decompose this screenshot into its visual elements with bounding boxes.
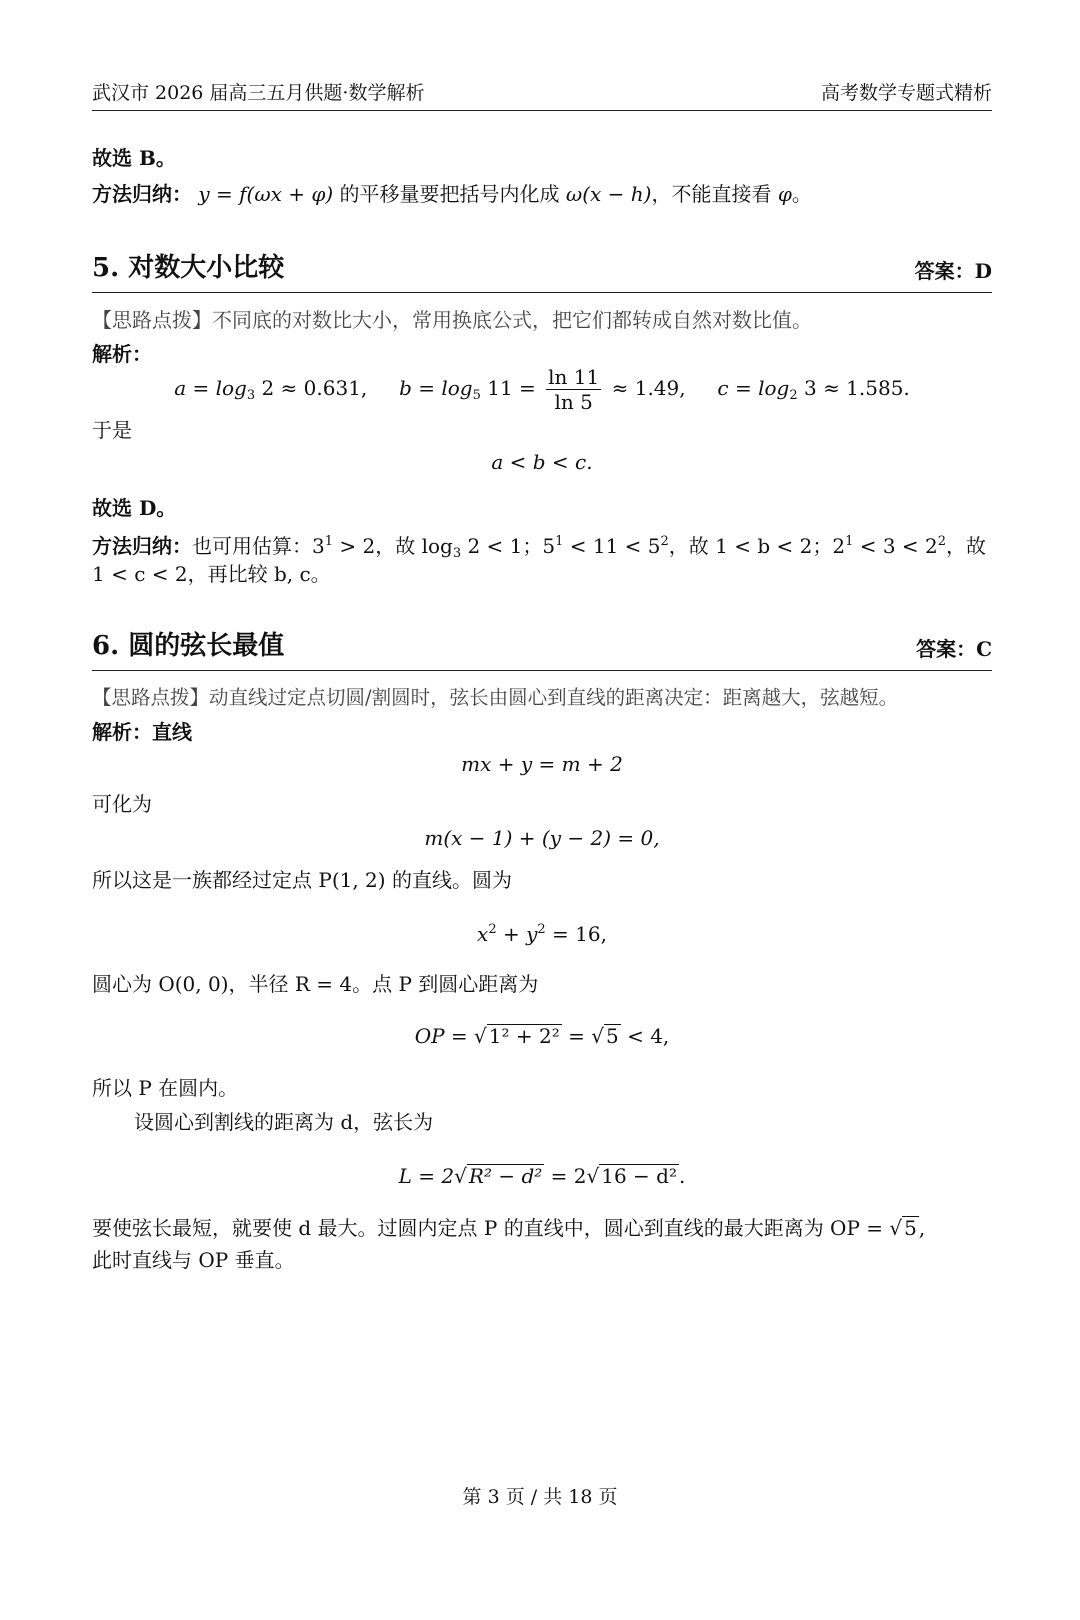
eq-a: a = log — [174, 376, 247, 400]
chord-end: . — [678, 1164, 686, 1188]
method-formula: y = f(ωx + φ) — [198, 182, 334, 206]
circle-radius-sq: = 16, — [545, 922, 607, 946]
method-part: ，故 1 < b < 2；2 — [668, 534, 846, 558]
section-6-chord-eq: L = 2√ R² − d² = 2√ 16 − d² . — [398, 1164, 686, 1188]
section-6-answer: 答案：C — [916, 637, 992, 661]
chord-radicand-2: 16 − d² — [601, 1164, 677, 1188]
method-label: 方法归纳： — [92, 182, 192, 206]
conclusion-radicand: 5 — [904, 1216, 917, 1240]
prev-method-summary — [92, 180, 992, 208]
op-equals: = — [561, 1024, 592, 1048]
section-5-equation — [92, 364, 992, 420]
section-6-conclusion-2: 此时直线与 OP 垂直。 — [92, 1248, 295, 1272]
eq-b-fraction — [546, 365, 601, 414]
section-6-analysis-label: 解析：直线 — [92, 720, 192, 744]
chord-equals: = 2 — [544, 1164, 587, 1188]
section-5-thus: 于是 — [92, 418, 132, 442]
circle-x: x — [477, 922, 489, 946]
op-radicand-2: 5 — [605, 1024, 619, 1048]
section-6-rewrite: 可化为 — [92, 792, 152, 816]
method-exp: 2 — [937, 534, 947, 549]
section-5-heading — [92, 246, 992, 293]
eq-c-base: 2 — [789, 388, 798, 403]
eq-b-base: 5 — [472, 388, 481, 403]
header-right-title: 高考数学专题式精析 — [820, 82, 992, 104]
conclusion-comma: , — [918, 1216, 926, 1240]
method-part: > 2，故 log — [333, 534, 453, 558]
method-text: 的平移量要把括号内化成 — [333, 182, 566, 206]
page-footer: 第 3 页 / 共 18 页 — [462, 1486, 618, 1508]
op-label: OP = — [414, 1024, 475, 1048]
eq-a-base: 3 — [246, 388, 256, 403]
page-header — [92, 80, 992, 111]
method-part: < 3 < 2 — [853, 534, 938, 558]
prev-choice: 故选 B。 — [92, 146, 176, 170]
method-exp: 1 — [845, 534, 854, 549]
fraction-numerator: ln 11 — [548, 365, 600, 389]
section-6-set-d: 设圆心到割线的距离为 d，弦长为 — [134, 1110, 434, 1134]
fraction-denominator: ln 5 — [554, 390, 593, 414]
section-6-circle-eq — [92, 916, 992, 948]
section-6-eq1: mx + y = m + 2 — [461, 752, 623, 776]
method-end: 。 — [791, 182, 812, 206]
method-label: 方法归纳： — [92, 534, 192, 558]
section-5-choice: 故选 D。 — [92, 496, 177, 520]
op-compare: < 4, — [620, 1024, 670, 1048]
eq-c: c = log — [717, 376, 790, 400]
section-6-conclusion-1: 要使弦长最短，就要使 d 最大。过圆内定点 P 的直线中，圆心到直线的最大距离为 OP = √ 5 , — [92, 1216, 926, 1240]
method-formula-2: ω(x − h) — [565, 182, 652, 206]
method-exp: 2 — [660, 534, 669, 549]
eq-b: b = log — [399, 376, 473, 400]
method-exp: 1 — [555, 534, 564, 549]
header-left-title: 武汉市 2026 届高三五月供题·数学解析 — [92, 82, 425, 104]
section-5-answer: 答案：D — [914, 259, 992, 283]
conclusion-text: 要使弦长最短，就要使 d 最大。过圆内定点 P 的直线中，圆心到直线的最大距离为 OP = — [92, 1216, 890, 1240]
chord-radicand: R² − d² — [468, 1164, 543, 1188]
chord-label: L = 2 — [398, 1164, 455, 1188]
method-part: < 11 < 5 — [563, 534, 661, 558]
section-5-analysis-label: 解析： — [92, 342, 152, 366]
method-part: 也可用估算：3 — [192, 534, 325, 558]
section-6-op-eq: OP = √ 1² + 2² = √ 5 < 4, — [414, 1024, 670, 1048]
eq-c-value: 3 ≈ 1.585. — [797, 376, 910, 400]
section-6-eq2: m(x − 1) + (y − 2) = 0, — [424, 826, 660, 850]
op-radicand: 1² + 2² — [488, 1024, 560, 1048]
section-6-center: 圆心为 O(0, 0)，半径 R = 4。点 P 到圆心距离为 — [92, 972, 539, 996]
section-5-title: 5. 对数大小比较 — [92, 253, 285, 283]
eq-b-value: ≈ 1.49, — [611, 376, 686, 400]
method-exp: 1 — [324, 534, 334, 549]
section-6-fixed-point: 所以这是一族都经过定点 P(1, 2) 的直线。圆为 — [92, 868, 512, 892]
circle-exp: 2 — [537, 922, 546, 937]
eq-b-mid: 11 = — [480, 376, 536, 400]
eq-a-value: 2 ≈ 0.631, — [255, 376, 368, 400]
method-part: 2 < 1；5 — [461, 534, 556, 558]
section-6-inside: 所以 P 在圆内。 — [92, 1076, 239, 1100]
circle-y: + y — [496, 922, 538, 946]
method-text-2: ，不能直接看 — [651, 182, 778, 206]
section-6-title: 6. 圆的弦长最值 — [92, 631, 285, 661]
section-5-method-line2: 1 < c < 2，再比较 b, c。 — [92, 562, 331, 586]
section-5-hint: 【思路点拨】不同底的对数比大小，常用换底公式，把它们都转成自然对数比值。 — [92, 308, 812, 332]
method-part: ，故 — [946, 534, 987, 558]
method-phi: φ — [777, 182, 792, 206]
section-6-heading — [92, 624, 992, 671]
method-base: 3 — [452, 546, 462, 561]
section-5-order: a < b < c. — [491, 450, 593, 474]
section-6-hint: 【思路点拨】动直线过定点切圆/割圆时，弦长由圆心到直线的距离决定：距离越大，弦越短。 — [92, 686, 899, 709]
circle-exp: 2 — [488, 922, 497, 937]
